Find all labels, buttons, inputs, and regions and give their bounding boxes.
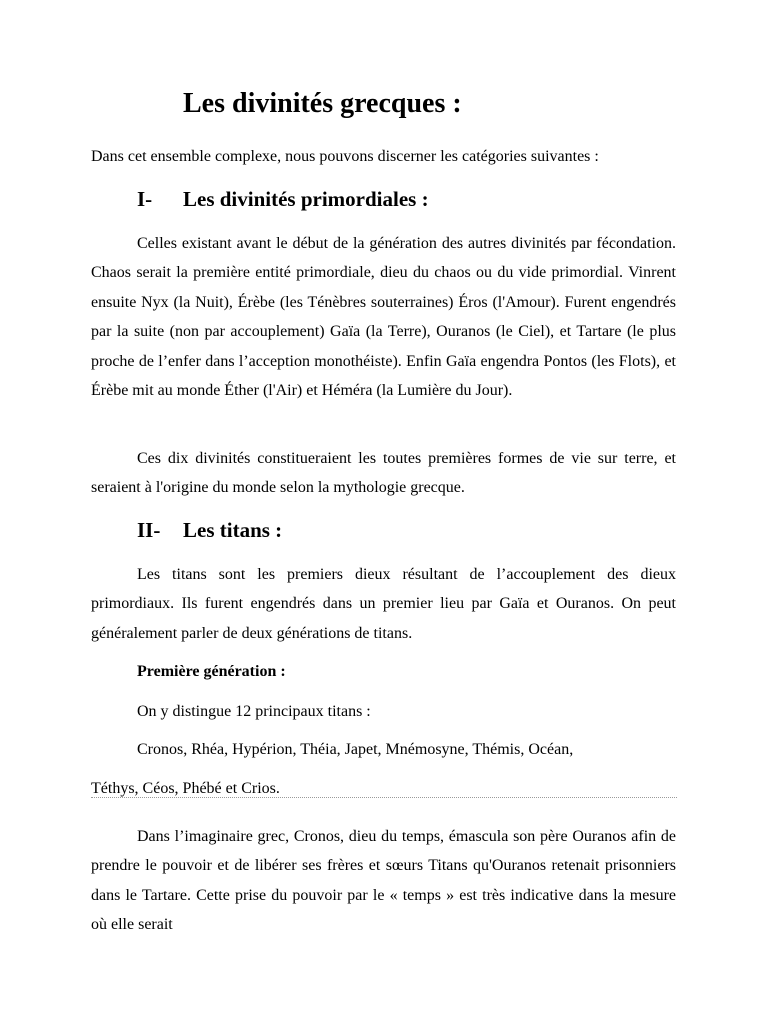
- paragraph-titans-2: Dans l’imaginaire grec, Cronos, dieu du temps, émascula son père Ouranos afin de prendre le pouvoir et de libérer ses frères et sœurs Titans qu'Ouranos retenait prisonniers dans le Tartare. Cette prise du pouvoir par le « temps » est très indicative dans la mesure où elle serait: [91, 828, 676, 934]
- paragraph-primordiales-1: Celles existant avant le début de la génération des autres divinités par fécondation. Chaos serait la première entité primordiale, dieu du chaos ou du vide primordial. Vinrent ensuite Nyx (la Nuit), Érèbe (les Ténèbres souterraines) Éros (l'Amour). Furent engendrés par la suite (non par accouplement) Gaïa (la Terre), Ouranos (le Ciel), et Tartare (le plus proche de l’enfer dans l’acception monothéiste). Enfin Gaïa engendra Pontos (les Flots), et Érèbe mit au monde Éther (l'Air) et Héméra (la Lumière du Jour).: [91, 235, 676, 400]
- section-number: II-: [137, 518, 161, 542]
- intro-paragraph: Dans cet ensemble complexe, nous pouvons discerner les catégories suivantes :: [91, 148, 599, 165]
- subheading-premiere-generation: Première génération :: [137, 663, 286, 680]
- paragraph-primordiales-2: Ces dix divinités constitueraient les toutes premières formes de vie sur terre, et seraient à l'origine du monde selon la mythologie grecque.: [91, 450, 676, 497]
- titans-intro-line: On y distingue 12 principaux titans :: [137, 703, 371, 720]
- titans-list-line-2: Téthys, Céos, Phébé et Crios.: [91, 780, 280, 797]
- section-heading-text: Les titans :: [183, 518, 283, 542]
- page-title: Les divinités grecques :: [183, 88, 462, 119]
- section-heading-primordiales: [137, 186, 429, 212]
- page-break-divider: [91, 797, 677, 798]
- titans-list-line-1: Cronos, Rhéa, Hypérion, Théia, Japet, Mnémosyne, Thémis, Océan,: [137, 741, 574, 758]
- section-number: I-: [137, 187, 153, 211]
- paragraph-titans-1: Les titans sont les premiers dieux résultant de l’accouplement des dieux primordiaux. Ils furent engendrés dans un premier lieu par Gaïa et Ouranos. On peut généralement parler de deux générations de titans.: [91, 566, 676, 642]
- section-heading-titans: [137, 517, 282, 543]
- section-heading-text: Les divinités primordiales :: [183, 187, 429, 211]
